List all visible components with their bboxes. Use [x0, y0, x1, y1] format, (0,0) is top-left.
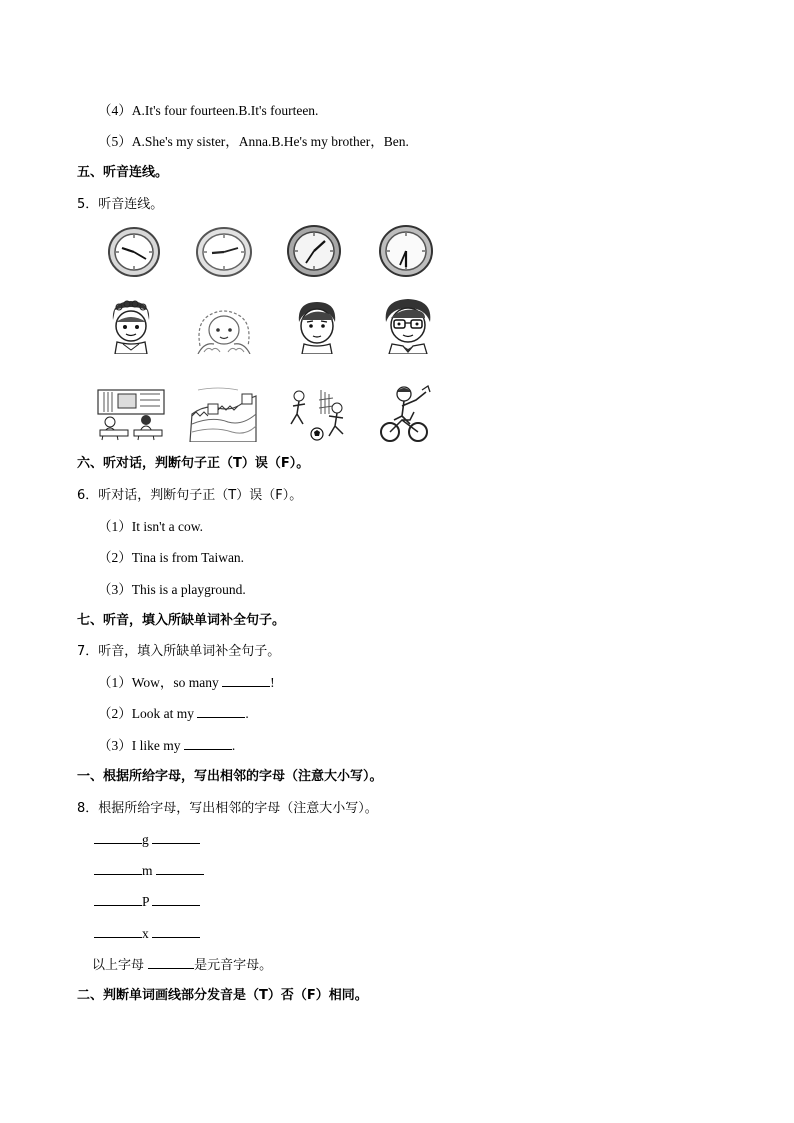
- item-text: A.It's four fourteen.B.It's fourteen.: [131, 103, 319, 118]
- football-icon: [285, 386, 353, 442]
- question-title: 7．听音，填入所缺单词补全句子。: [77, 644, 281, 659]
- statement-line: [98, 582, 246, 598]
- section-heading: 五、听音连线。: [77, 165, 169, 180]
- item-number: （2）: [98, 550, 132, 565]
- vowel-question-line: [92, 957, 272, 974]
- fill-blank-line: [98, 675, 275, 691]
- answer-blank[interactable]: [222, 675, 270, 687]
- item-number: （5）: [98, 134, 132, 149]
- vowel-suffix: 是元音字母。: [194, 958, 273, 973]
- great-wall-icon: [188, 386, 258, 442]
- item-number: （1）: [98, 519, 132, 534]
- item-text: It isn't a cow.: [131, 519, 204, 534]
- answer-blank[interactable]: [94, 894, 142, 906]
- answer-blank[interactable]: [152, 894, 200, 906]
- statement-line: [98, 519, 203, 535]
- option-line-5: [98, 134, 409, 150]
- item-number: （1）: [98, 675, 132, 690]
- answer-blank[interactable]: [94, 832, 142, 844]
- sentence-start: I like my: [131, 738, 184, 753]
- item-text: A.She's my sister，Anna.B.He's my brother，Ben.: [131, 134, 409, 149]
- section-heading: 二、判断单词画线部分发音是（T）否（F）相同。: [77, 988, 368, 1003]
- clock-icon: [377, 224, 435, 278]
- answer-blank[interactable]: [156, 863, 204, 875]
- given-letter: m: [142, 863, 153, 878]
- sentence-end: !: [270, 675, 275, 690]
- classroom-icon: [96, 388, 166, 442]
- girl-face-icon: [107, 298, 155, 354]
- item-number: （2）: [98, 706, 132, 721]
- option-line-4: [98, 103, 318, 119]
- section-heading: 一、根据所给字母，写出相邻的字母（注意大小写）。: [77, 769, 383, 784]
- item-number: （4）: [98, 103, 132, 118]
- statement-line: [98, 550, 244, 566]
- question-title: 8．根据所给字母，写出相邻的字母（注意大小写）。: [77, 801, 378, 816]
- sentence-start: Wow，so many: [131, 675, 223, 690]
- letter-row: [94, 926, 200, 942]
- boy-glasses-icon: [381, 296, 435, 354]
- section-heading: 六、听对话，判断句子正（T）误（F）。: [77, 456, 310, 471]
- clock-icon: [285, 224, 343, 278]
- clock-icon: [194, 226, 254, 278]
- answer-blank[interactable]: [94, 926, 142, 938]
- sentence-start: Look at my: [131, 706, 198, 721]
- section-heading: 七、听音，填入所缺单词补全句子。: [77, 613, 286, 628]
- item-text: This is a playground.: [131, 582, 246, 597]
- vowel-prefix: 以上字母: [92, 958, 145, 973]
- given-letter: x: [142, 926, 149, 941]
- boy-face-icon: [292, 298, 342, 354]
- answer-blank[interactable]: [184, 738, 232, 750]
- question-title: 5．听音连线。: [77, 197, 164, 212]
- clock-icon: [106, 226, 162, 278]
- given-letter: g: [142, 832, 149, 847]
- letter-row: [94, 863, 204, 879]
- sentence-end: .: [231, 738, 236, 753]
- question-title: 6．听对话，判断句子正（T）误（F）。: [77, 488, 303, 503]
- answer-blank[interactable]: [94, 863, 142, 875]
- fill-blank-line: [98, 706, 249, 722]
- fill-blank-line: [98, 738, 235, 754]
- letter-row: [94, 894, 200, 910]
- answer-blank[interactable]: [152, 926, 200, 938]
- answer-blank[interactable]: [152, 832, 200, 844]
- sentence-end: .: [245, 706, 249, 721]
- letter-row: [94, 832, 200, 848]
- girl-face-icon: [194, 306, 254, 354]
- answer-blank[interactable]: [148, 957, 194, 969]
- bike-icon: [380, 384, 432, 444]
- item-number: （3）: [98, 738, 132, 753]
- item-number: （3）: [98, 582, 132, 597]
- answer-blank[interactable]: [197, 706, 245, 718]
- given-letter: P: [142, 894, 150, 909]
- item-text: Tina is from Taiwan.: [131, 550, 245, 565]
